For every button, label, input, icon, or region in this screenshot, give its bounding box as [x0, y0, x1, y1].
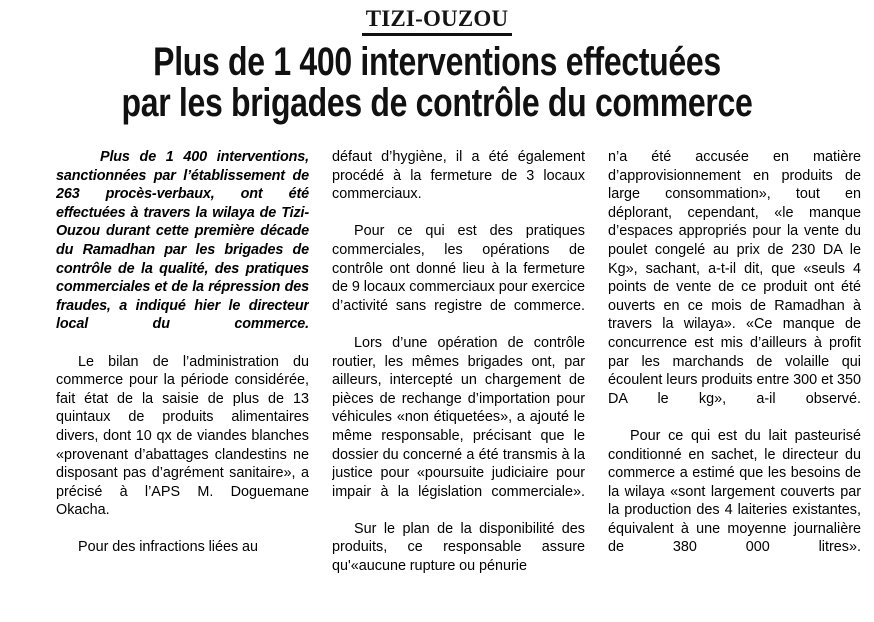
article-paragraph: Lors d’une opération de contrôle routier, les mêmes brigades ont, par ailleurs, intercepté un chargement de pièces de rechange d’importation pour véhicules «non étiquetées», a ajouté le même responsable, précisant que le dossier du concerné a été transmis à la justice pour «poursuite judiciaire pour impair à la législation commerciale». — [332, 334, 585, 500]
article-column-2 — [332, 148, 585, 618]
article-headline — [87, 40, 786, 126]
article-paragraph-continued: défaut d’hygiène, il a été également procédé à la fermeture de 3 locaux commerciaux. — [332, 149, 585, 203]
article-lead-paragraph: Plus de 1 400 interventions, sanctionnées par l’établissement de 263 procès-verbaux, ont été effectuées à travers la wilaya de Tizi-Ouzou durant cette première décade du Ramadhan par les brigades de contrôle de la qualité, des pratiques commerciales et de la répression des fraudes, a indiqué hier le directeur local du commerce. — [56, 149, 309, 333]
article-columns — [56, 148, 862, 618]
article-paragraph: Sur le plan de la disponibilité des produits, ce responsable assure qu'«aucune rupture ou pénurie — [332, 520, 585, 575]
article-kicker: TIZI-OUZOU — [362, 7, 513, 36]
article-paragraph-continued: n’a été accusée en matière d’approvisionnement en produits de large consommation», tout en déplorant, cependant, «le manque d’espaces appropriés pour la vente du poulet congelé au prix de 230 DA le Kg», sachant, a-t-il dit, que «seuls 4 points de vente de ce produit ont été ouverts en ce mois de Ramadhan à travers la wilaya». «Ce manque de concurrence est mis d’ailleurs à profit par les marchands de volaille qui écoulent leurs produits entre 300 et 350 DA le kg», a-il observé. — [608, 149, 861, 407]
article-column-3 — [608, 148, 861, 618]
article-paragraph: Pour des infractions liées au — [78, 539, 258, 556]
article-paragraph: Pour ce qui est du lait pasteurisé conditionné en sachet, le directeur du commerce a estimé que les besoins de la wilaya «sont largement couverts par la production des 4 laiteries existantes, équivalent à une moyenne journalière de 380 000 litres». — [608, 427, 861, 556]
article-paragraph: Le bilan de l’administration du commerce pour la période considérée, fait état de la saisie de plus de 13 quintaux de produits alimentaires divers, dont 10 qx de viandes blanches «provenant d’abattages clandestins ne disposant pas d’agrément sanitaire», a précisé à l’APS M. Doguemane Okacha. — [56, 353, 309, 519]
article-column-1 — [56, 148, 309, 618]
article-paragraph: Pour ce qui est des pratiques commerciales, les opérations de contrôle ont donné lieu à la fermeture de 9 locaux commerciaux pour exercice d’activité sans registre de commerce. — [332, 223, 585, 314]
kicker-container — [0, 0, 874, 36]
headline-line-1: Plus de 1 400 interventions effectuées — [153, 40, 721, 84]
headline-line-2: par les brigades de contrôle du commerce — [121, 81, 753, 126]
